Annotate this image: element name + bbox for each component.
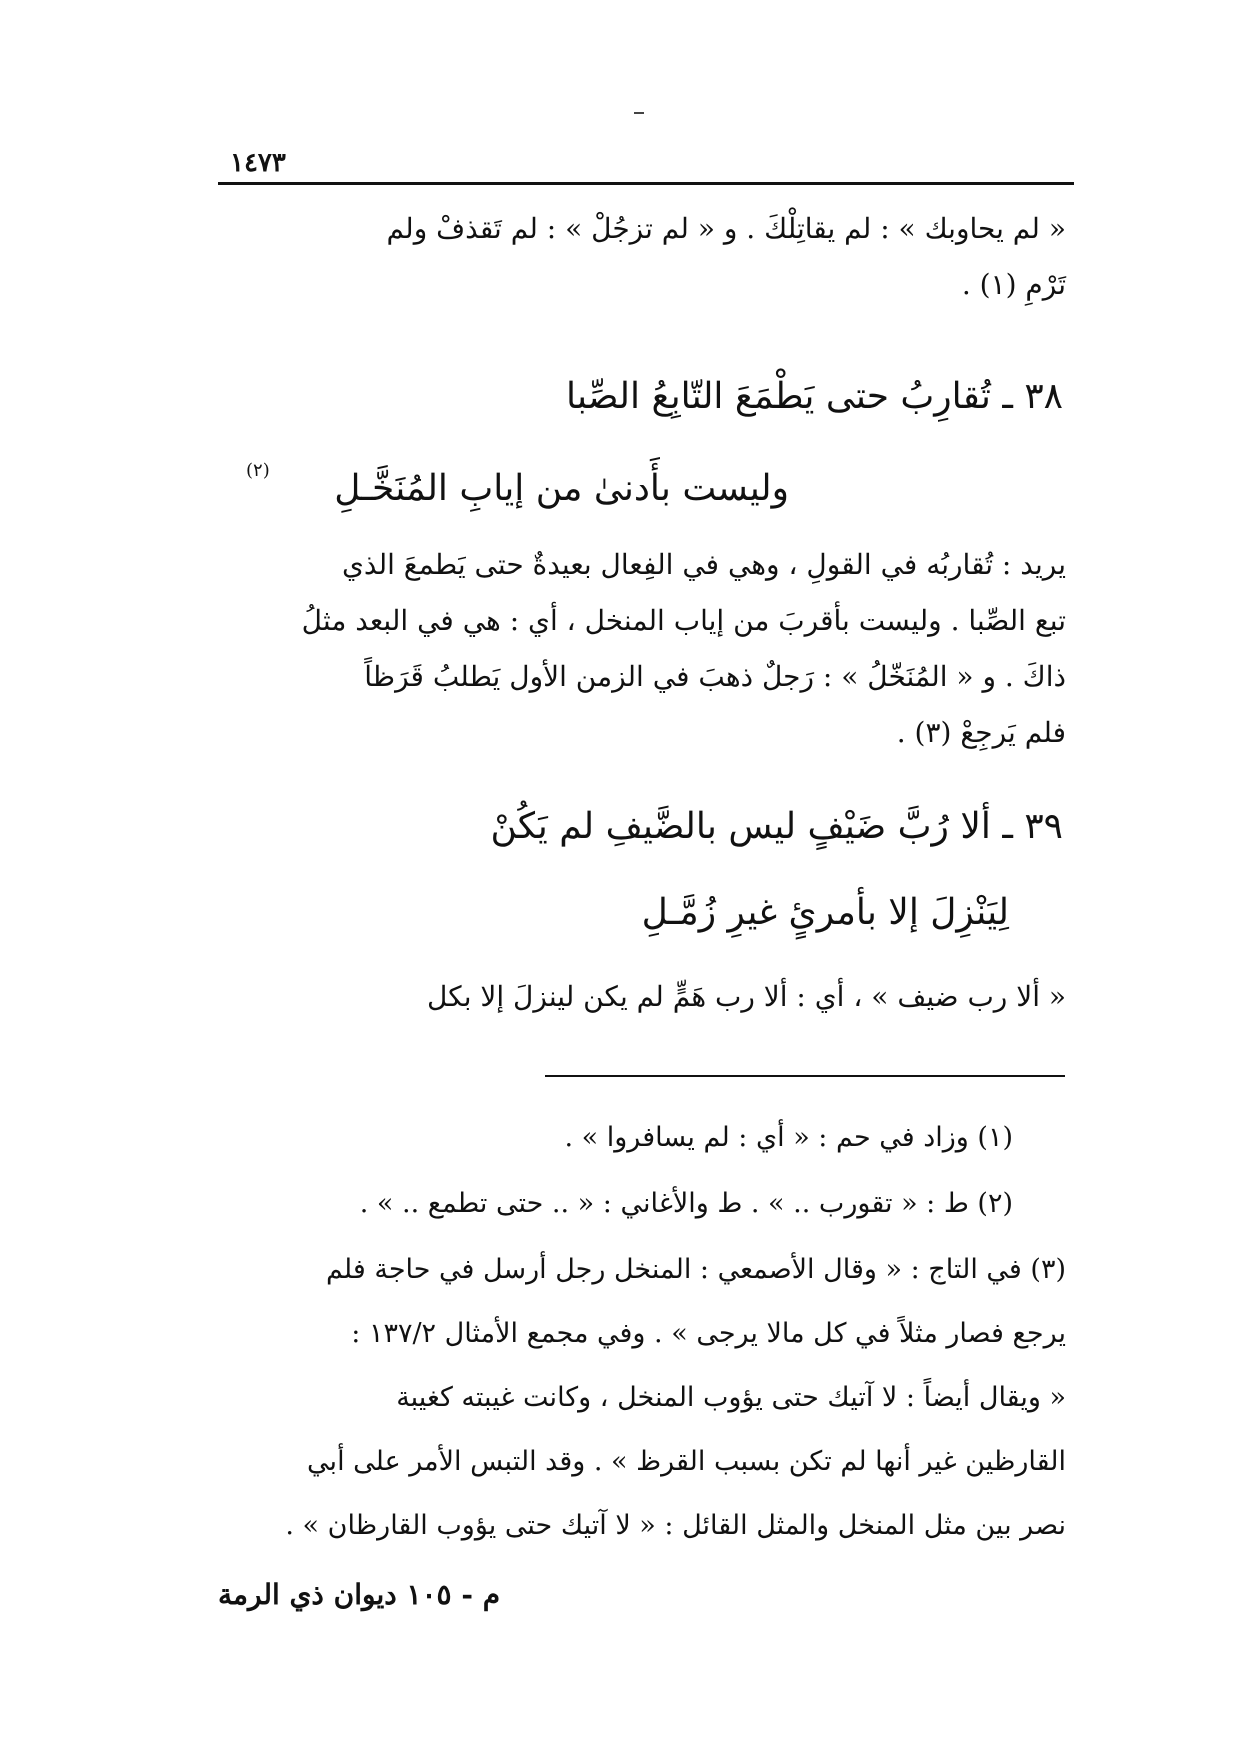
verse-39-line-2: لِيَنْزِلَ إلا بأمرئٍ غيرِ زُمَّـلِ (641, 892, 1009, 933)
footnote-rule (545, 1075, 1065, 1077)
intro-line-2: تَرْمِ (١) . (961, 268, 1066, 301)
verse-38-line-1: ٣٨ ـ تُقارِبُ حتى يَطْمَعَ التّابِعُ الصِّبا (565, 376, 1063, 417)
footnote-3-line-5: نصر بين مثل المنخل والمثل القائل : « لا آتيك حتى يؤوب القارظان » . (285, 1510, 1066, 1541)
footnote-3-line-3: « ويقال أيضاً : لا آتيك حتى يؤوب المنخل ، وكانت غيبته كغيبة (396, 1382, 1066, 1413)
commentary-38-line-2: تبع الصِّبا . وليست بأقربَ من إياب المنخل ، أي : هي في البعد مثلُ (301, 604, 1066, 637)
commentary-39-line: « ألا رب ضيف » ، أي : ألا رب هَمٍّ لم يكن لينزلَ إلا بكل (427, 980, 1066, 1013)
footnote-3-line-4: القارظين غير أنها لم تكن بسبب القرظ » . وقد التبس الأمر على أبي (307, 1446, 1066, 1477)
verse-39-line-1: ٣٩ ـ ألا رُبَّ ضَيْفٍ ليس بالضَّيفِ لم يَكُنْ (490, 806, 1063, 847)
footnote-3-line-2: يرجع فصار مثلاً في كل مالا يرجى » . وفي مجمع الأمثال ١٣٧/٢ : (351, 1318, 1066, 1349)
verse-38-line-2: وليست بأَدنىٰ من إيابِ المُنَخَّـلِ (334, 468, 789, 509)
page-number: ١٤٧٣ (230, 148, 286, 178)
footer-signature: م - ١٠٥ ديوان ذي الرمة (218, 1578, 501, 1611)
verse-38-footnote-marker: (٢) (246, 460, 270, 481)
footnote-2: (٢) ط : « تقورب .. » . ط والأغاني : « .. حتى تطمع .. » . (359, 1188, 1013, 1219)
commentary-38-line-4: فلم يَرجِعْ (٣) . (896, 716, 1066, 749)
commentary-38-line-1: يريد : تُقاربُه في القولِ ، وهي في الفِعال بعيدةٌ حتى يَطمعَ الذي (341, 548, 1066, 581)
header-rule (218, 182, 1074, 185)
footnote-1: (١) وزاد في حم : « أي : لم يسافروا » . (564, 1122, 1013, 1153)
scan-speck (634, 112, 644, 114)
intro-line-1: « لم يحاوبك » : لم يقاتِلْكَ . و « لم تزجُلْ » : لم تَقذفْ ولم (386, 212, 1066, 245)
footnote-3-line-1: (٣) في التاج : « وقال الأصمعي : المنخل رجل أرسل في حاجة فلم (325, 1254, 1066, 1285)
commentary-38-line-3: ذاكَ . و « المُنَخّلُ » : رَجلٌ ذهبَ في الزمن الأول يَطلبُ قَرَظاً (364, 660, 1066, 693)
